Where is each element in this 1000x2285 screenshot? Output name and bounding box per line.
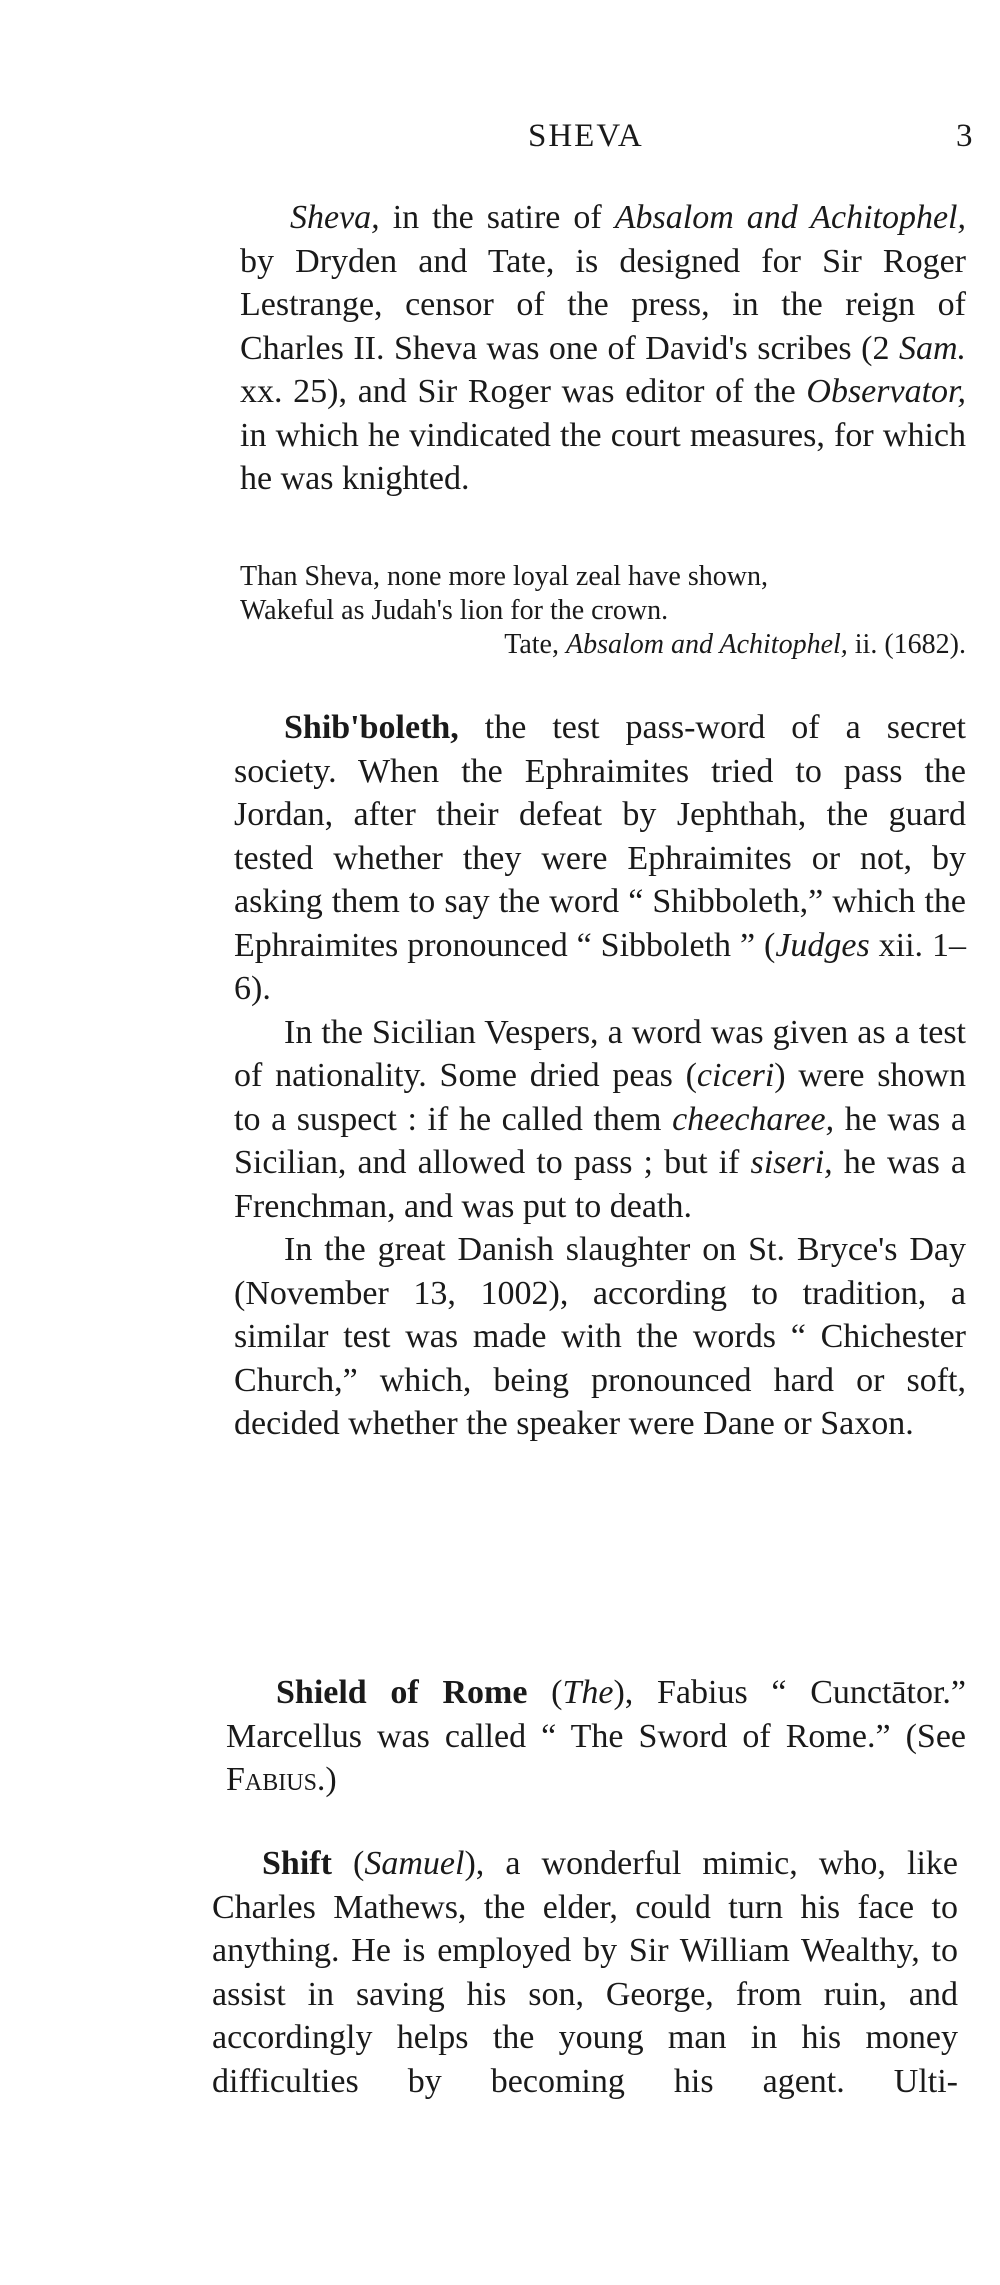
cross-reference: Fabius xyxy=(226,1761,317,1798)
headword: Shib'boleth, xyxy=(284,709,459,746)
attribution-date: ii. (1682). xyxy=(847,629,966,660)
italic-word: ciceri xyxy=(696,1057,775,1094)
scripture-reference: Sam. xyxy=(898,329,966,367)
attribution-author: Tate, xyxy=(504,629,566,660)
italic-word: cheecharee, xyxy=(672,1100,835,1138)
entry-shibboleth-paragraph-2 xyxy=(234,1011,966,1229)
headword: Shift xyxy=(262,1845,332,1882)
entry-sheva-name: Sheva, xyxy=(290,199,380,236)
entry-text: he was a Sicilian, and allowed to pass ; but if xyxy=(234,1100,966,1181)
italic-word: The xyxy=(562,1674,614,1711)
entry-text: ) were shown to a suspect : if he called them xyxy=(234,1057,966,1138)
page-number: 3 xyxy=(956,118,973,154)
entry-shift-paragraph xyxy=(212,1842,958,2103)
entry-text: ( xyxy=(527,1674,563,1711)
verse-line-1: Than Sheva, none more loyal zeal have shown, xyxy=(240,561,768,592)
publication-title: Observator, xyxy=(806,373,966,410)
entry-shift xyxy=(212,1842,958,2103)
entry-sheva xyxy=(240,196,966,501)
quotation-attribution xyxy=(240,628,966,662)
entry-text: ( xyxy=(331,1845,365,1882)
entry-text: .) xyxy=(316,1761,337,1798)
entry-shield-paragraph xyxy=(226,1671,966,1802)
entry-shibboleth-paragraph-3: In the great Danish slaughter on St. Bryce's Day (November 13, 1002), according to tradition, a similar test was made with the words “ Chichester Church,” which, being pronounced hard or soft, decided whether the speaker were Dane or Saxon. xyxy=(234,1231,966,1442)
running-title: SHEVA xyxy=(528,118,644,154)
entry-text: ), xyxy=(464,1845,485,1882)
entry-shibboleth xyxy=(234,706,966,1446)
italic-word: Samuel xyxy=(364,1845,465,1882)
verse-line-2: Wakeful as Judah's lion for the crown. xyxy=(240,595,669,626)
headword: Shield of Rome xyxy=(276,1674,528,1711)
entry-text: in the satire of xyxy=(379,199,615,236)
entry-text: xx. 25), and Sir Roger was editor of the xyxy=(240,373,807,410)
entry-text: ), xyxy=(613,1674,634,1711)
entry-text: xii. 1–6). xyxy=(234,926,966,1007)
entry-shield-of-rome xyxy=(226,1671,966,1802)
entry-shibboleth-paragraph-1 xyxy=(234,706,966,1011)
entry-text: in which he vindicated the court measures, for which he was knighted. xyxy=(240,416,966,497)
entry-text: he was a Frenchman, and was put to death. xyxy=(234,1144,966,1225)
scripture-reference: Judges xyxy=(775,926,870,964)
italic-word: siseri, xyxy=(750,1144,833,1181)
entry-text: a wonderful mimic, who, like Charles Mathews, the elder, could turn his face to anything. He is employed by Sir William Wealthy, to assist in saving his son, George, from ruin, and accordingly helps the young man in his money difficulties by becoming his agent. Ulti- xyxy=(212,1845,958,2100)
entry-text: Fabius “ Cunctātor.” Marcellus was called “ The Sword of Rome.” (See xyxy=(226,1674,967,1755)
entry-text: the test pass-word of a secret society. When the Ephraimites tried to pass the Jordan, after their defeat by Jephthah, the guard tested whether they were Ephraimites or not, by asking them to say the word “ Shibboleth,” which the Ephraimites pronounced “ Sibboleth ” ( xyxy=(234,709,966,964)
entry-text: In the Sicilian Vespers, a word was given as a test of nationality. Some dried peas ( xyxy=(234,1013,966,1094)
work-title: Absalom and Achitophel, xyxy=(614,199,966,236)
verse-quotation xyxy=(240,560,966,662)
entry-text: by Dryden and Tate, is designed for Sir Roger Lestrange, censor of the press, in the reign of Charles II. Sheva was one of David's scribes (2 xyxy=(240,242,966,367)
entry-sheva-paragraph xyxy=(240,196,966,501)
attribution-work: Absalom and Achitophel, xyxy=(565,629,848,660)
running-head xyxy=(0,118,1000,162)
